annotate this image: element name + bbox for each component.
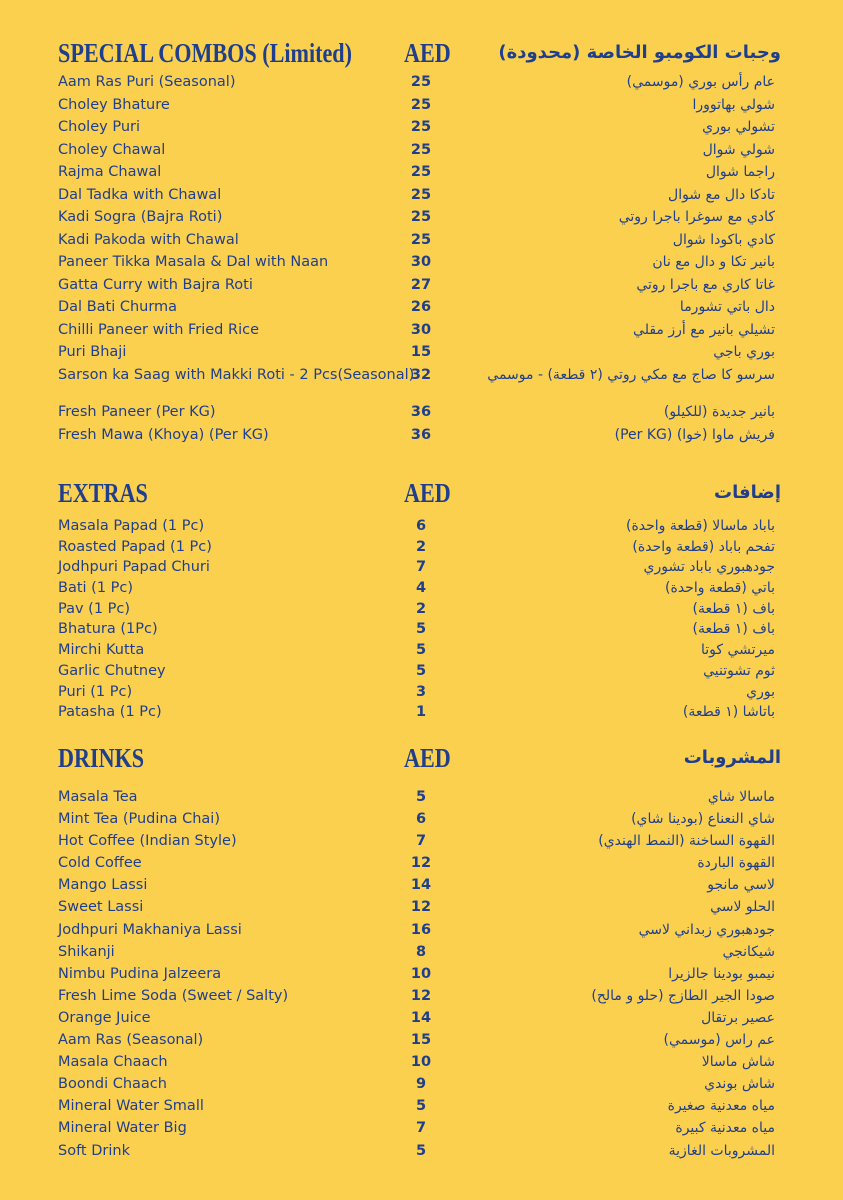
item-price: 5 [415, 1098, 427, 1115]
menu-item-row [0, 162, 843, 185]
item-name: Garlic Chutney [58, 662, 166, 679]
item-name: Jodhpuri Makhaniya Lassi [58, 921, 242, 938]
item-name: Dal Tadka with Chawal [58, 186, 222, 203]
menu-item-row [0, 537, 843, 558]
extras-section [0, 478, 843, 723]
item-price: 27 [410, 276, 432, 293]
item-name-ar: عام رأس بوري (موسمي) [626, 74, 775, 90]
item-name-ar: ثوم تشوتنيي [703, 662, 775, 679]
item-name: Sarson ka Saag with Makki Roti - 2 Pcs(Seasonal) [58, 366, 415, 383]
menu-item-row [0, 897, 843, 919]
item-name-ar: الحلو لاسي [710, 899, 775, 916]
menu-item-row [0, 402, 843, 425]
item-price: 25 [410, 209, 432, 225]
item-price: 5 [415, 662, 427, 679]
fresh-list [0, 402, 843, 447]
combos-header [0, 38, 843, 72]
item-price: 1 [415, 704, 427, 721]
item-price: 32 [410, 366, 432, 383]
menu-item-row [0, 365, 843, 388]
item-price: 25 [410, 119, 432, 135]
item-price: 9 [415, 1076, 427, 1093]
item-price: 2 [415, 600, 427, 617]
menu-item-row [0, 557, 843, 578]
menu-item-row [0, 207, 843, 230]
item-name-ar: باتاشا (١ قطعة) [682, 704, 775, 721]
item-name: Puri (1 Pc) [58, 683, 133, 700]
menu-item-row [0, 809, 843, 831]
item-price: 10 [410, 965, 432, 982]
menu-item-row [0, 787, 843, 809]
combos-currency: AED [404, 38, 451, 68]
item-price: 14 [410, 1009, 432, 1026]
menu-item-row [0, 117, 843, 140]
menu-item-row [0, 599, 843, 620]
item-price: 15 [410, 1032, 432, 1049]
combos-title: SPECIAL COMBOS (Limited) [58, 38, 352, 68]
item-name-ar: بانير تكا و دال مع نان [652, 254, 775, 270]
menu-item-row [0, 230, 843, 253]
item-price: 16 [410, 921, 432, 938]
menu-item-row [0, 140, 843, 163]
item-name: Kadi Pakoda with Chawal [58, 231, 239, 248]
menu-item-row [0, 516, 843, 537]
item-name-ar: كادي مع سوغرا باجرا روتي [618, 209, 775, 225]
item-price: 25 [410, 231, 432, 248]
menu-item-row [0, 964, 843, 986]
menu-item-row [0, 578, 843, 599]
item-price: 25 [410, 164, 432, 180]
item-name: Masala Papad (1 Pc) [58, 518, 205, 534]
drinks-list [0, 787, 843, 1163]
item-name-ar: مياه معدنية صغيرة [667, 1098, 775, 1115]
item-name: Mineral Water Small [58, 1098, 204, 1115]
menu-item-row [0, 1118, 843, 1140]
item-name: Bhatura (1Pc) [58, 621, 158, 638]
item-name-ar: القهوة الساخنة (النمط الهندي) [598, 833, 775, 850]
item-name-ar: شولي بهاتوورا [692, 96, 775, 113]
item-price: 26 [410, 299, 432, 315]
item-name: Roasted Papad (1 Pc) [58, 538, 212, 555]
item-name-ar: مياه معدنية كبيرة [675, 1120, 775, 1137]
drinks-header [0, 743, 843, 777]
item-price: 3 [415, 683, 427, 700]
item-name-ar: نيمبو بودينا جالزيرا [668, 965, 775, 982]
menu-item-row [0, 661, 843, 682]
item-name-ar: غاتا كاري مع باجرا روتي [636, 276, 775, 293]
item-name-ar: راجما شوال [705, 164, 775, 180]
item-name: Jodhpuri Papad Churi [58, 559, 210, 576]
drinks-title: DRINKS [58, 743, 145, 773]
item-name: Nimbu Pudina Jalzeera [58, 965, 222, 982]
extras-currency: AED [404, 478, 451, 508]
item-name: Mineral Water Big [58, 1120, 187, 1137]
item-name: Fresh Lime Soda (Sweet / Salty) [58, 987, 289, 1004]
item-name: Shikanji [58, 943, 115, 960]
item-price: 7 [415, 559, 427, 576]
item-price: 7 [415, 1120, 427, 1137]
item-name-ar: تشولي بوري [702, 119, 775, 135]
item-price: 25 [410, 141, 432, 158]
item-name-ar: باتي (قطعة واحدة) [665, 580, 775, 597]
item-name-ar: لاسي مانجو [707, 877, 775, 894]
item-name-ar: دال باتي تشورما [679, 299, 775, 315]
menu-item-row [0, 275, 843, 298]
item-name: Chilli Paneer with Fried Rice [58, 321, 259, 338]
item-price: 15 [410, 344, 432, 360]
menu-item-row [0, 72, 843, 95]
item-name-ar: بانير جديدة (للكيلو) [663, 404, 775, 420]
item-name: Soft Drink [58, 1142, 130, 1159]
item-price: 10 [410, 1054, 432, 1071]
item-price: 25 [410, 96, 432, 113]
item-name-ar: شاش ماسالا [701, 1054, 775, 1071]
menu-item-row [0, 1141, 843, 1163]
item-price: 2 [415, 538, 427, 555]
item-name-ar: ماسالا شاي [707, 789, 775, 805]
combos-section [0, 38, 843, 447]
item-name: Puri Bhaji [58, 344, 127, 360]
item-name: Masala Chaach [58, 1054, 168, 1071]
item-name: Fresh Paneer (Per KG) [58, 404, 216, 420]
item-price: 12 [410, 987, 432, 1004]
menu-item-row [0, 1030, 843, 1052]
item-price: 8 [415, 943, 427, 960]
item-name: Dal Bati Churma [58, 299, 178, 315]
item-price: 5 [415, 621, 427, 638]
menu-item-row [0, 1096, 843, 1118]
item-name: Mango Lassi [58, 877, 148, 894]
item-name-ar: القهوة الباردة [697, 855, 775, 872]
item-name: Gatta Curry with Bajra Roti [58, 276, 253, 293]
item-name-ar: باباد ماسالا (قطعة واحدة) [625, 518, 775, 534]
item-price: 7 [415, 833, 427, 850]
menu-item-row [0, 702, 843, 723]
item-name-ar: باف (١ قطعة) [692, 621, 775, 638]
item-name: Patasha (1 Pc) [58, 704, 162, 721]
item-name-ar: عم راس (موسمي) [663, 1032, 775, 1049]
menu-item-row [0, 640, 843, 661]
menu-item-row [0, 297, 843, 320]
item-price: 5 [415, 1142, 427, 1159]
item-name-ar: باف (١ قطعة) [692, 600, 775, 617]
item-name-ar: بوري باجي [713, 344, 775, 360]
extras-header [0, 478, 843, 512]
item-name-ar: جودهبوري زبداني لاسي [638, 921, 775, 938]
combos-list [0, 72, 843, 387]
item-price: 30 [410, 254, 432, 270]
menu-item-row [0, 1074, 843, 1096]
drinks-currency: AED [404, 743, 451, 773]
menu-item-row [0, 342, 843, 365]
item-price: 6 [415, 518, 427, 534]
item-name: Choley Chawal [58, 141, 166, 158]
item-name: Kadi Sogra (Bajra Roti) [58, 209, 223, 225]
menu-item-row [0, 986, 843, 1008]
item-price: 36 [410, 426, 432, 443]
item-name-ar: المشروبات الغازية [668, 1142, 775, 1159]
item-name: Boondi Chaach [58, 1076, 167, 1093]
item-name: Mint Tea (Pudina Chai) [58, 811, 220, 828]
item-name: Hot Coffee (Indian Style) [58, 833, 237, 850]
item-name: Aam Ras Puri (Seasonal) [58, 74, 236, 90]
menu-item-row [0, 1052, 843, 1074]
item-name-ar: جودهبوري باباد تشوري [643, 559, 775, 576]
item-name-ar: شولي شوال [702, 141, 775, 158]
drinks-title-ar: المشروبات [683, 747, 781, 768]
menu-item-row [0, 920, 843, 942]
item-name: Pav (1 Pc) [58, 600, 131, 617]
item-price: 5 [415, 642, 427, 659]
item-price: 5 [415, 789, 427, 805]
item-name-ar: ميرتشي كوتا [700, 642, 775, 659]
extras-list [0, 516, 843, 723]
item-price: 14 [410, 877, 432, 894]
item-price: 30 [410, 321, 432, 338]
item-price: 6 [415, 811, 427, 828]
menu-item-row [0, 185, 843, 208]
menu-item-row [0, 95, 843, 118]
menu-item-row [0, 831, 843, 853]
item-name-ar: تشيلي بانير مع أرز مقلي [633, 321, 775, 338]
item-price: 12 [410, 855, 432, 872]
item-name-ar: شيكانجي [722, 943, 775, 960]
item-name-ar: سرسو كا صاج مع مكي روتي (٢ قطعة) - موسمي [487, 366, 775, 383]
extras-title: EXTRAS [58, 478, 148, 508]
item-price: 25 [410, 74, 432, 90]
item-name-ar: عصير برتقال [701, 1009, 775, 1026]
menu-item-row [0, 942, 843, 964]
menu-item-row [0, 853, 843, 875]
menu-item-row [0, 619, 843, 640]
item-name-ar: تفحم باباد (قطعة واحدة) [632, 538, 775, 555]
item-name: Bati (1 Pc) [58, 580, 134, 597]
item-name-ar: كادي باكودا شوال [672, 231, 775, 248]
item-price: 25 [410, 186, 432, 203]
item-price: 36 [410, 404, 432, 420]
combos-title-ar: وجبات الكومبو الخاصة (محدودة) [498, 42, 781, 63]
item-name: Choley Puri [58, 119, 140, 135]
item-name: Masala Tea [58, 789, 138, 805]
item-name: Paneer Tikka Masala & Dal with Naan [58, 254, 329, 270]
menu-item-row [0, 682, 843, 703]
menu-item-row [0, 1008, 843, 1030]
extras-title-ar: إضافات [714, 482, 781, 503]
item-name: Mirchi Kutta [58, 642, 145, 659]
item-name-ar: صودا الجير الطازج (حلو و مالح) [591, 987, 775, 1004]
menu-item-row [0, 252, 843, 275]
item-name: Rajma Chawal [58, 164, 162, 180]
drinks-section [0, 743, 843, 1163]
item-name-ar: شاش بوندي [704, 1076, 775, 1093]
item-name: Cold Coffee [58, 855, 142, 872]
item-price: 4 [415, 580, 427, 597]
menu-item-row [0, 425, 843, 448]
item-name: Choley Bhature [58, 96, 170, 113]
item-name-ar: بوري [746, 683, 775, 700]
menu-item-row [0, 875, 843, 897]
item-name: Fresh Mawa (Khoya) (Per KG) [58, 426, 269, 443]
item-name: Sweet Lassi [58, 899, 144, 916]
item-name-ar: تادكا دال مع شوال [668, 186, 775, 203]
item-name-ar: فريش ماوا (خوا) (Per KG) [614, 426, 775, 443]
menu-item-row [0, 320, 843, 343]
item-name-ar: شاي النعناع (بودينا شاي) [631, 811, 775, 828]
item-price: 12 [410, 899, 432, 916]
item-name: Aam Ras (Seasonal) [58, 1032, 204, 1049]
item-name: Orange Juice [58, 1009, 151, 1026]
